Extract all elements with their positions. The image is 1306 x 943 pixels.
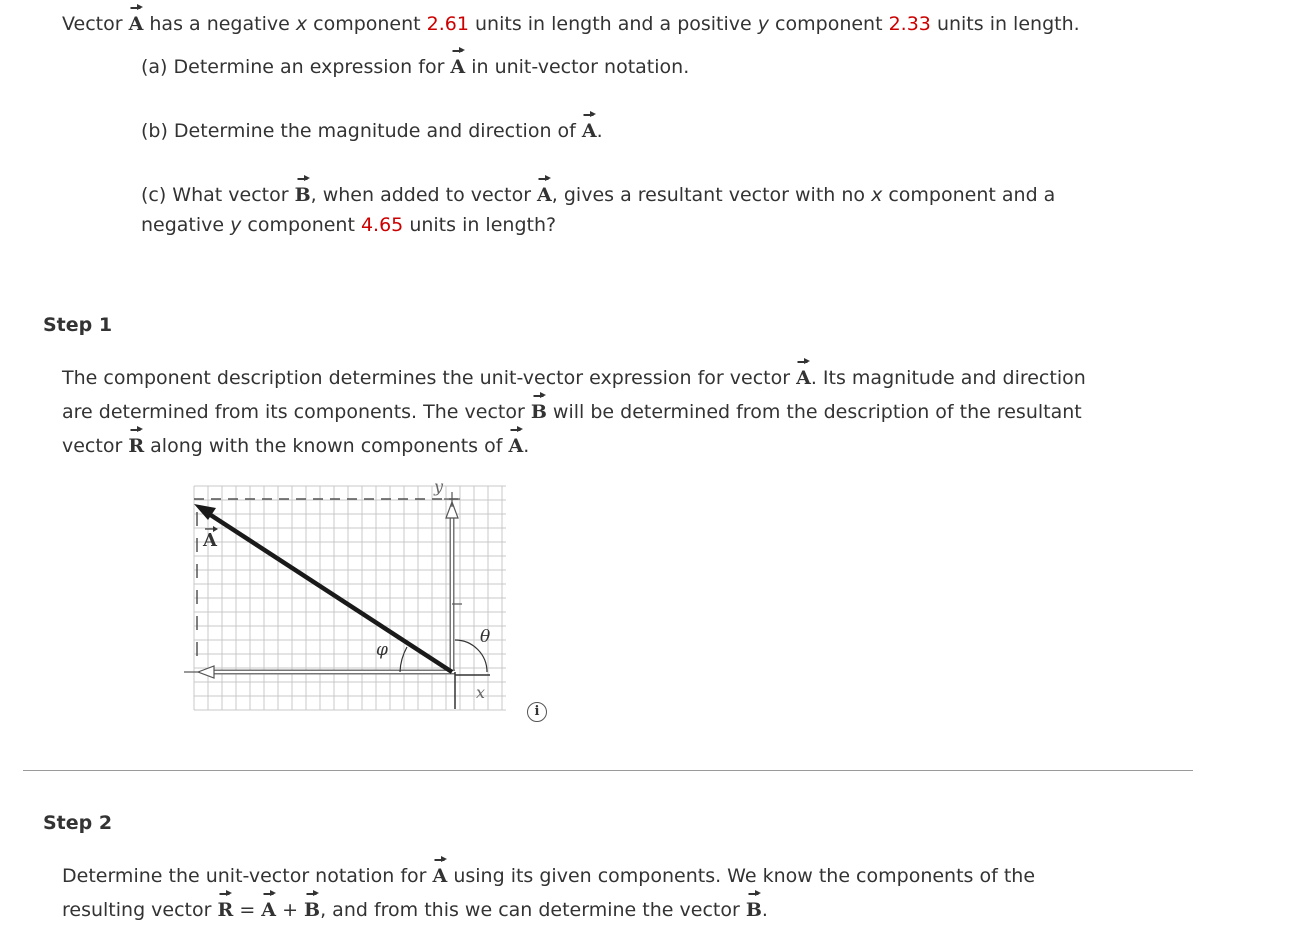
label-a: A: [203, 530, 217, 551]
part-c-line2: negative y component 4.65 units in length?: [141, 214, 557, 236]
label-theta: θ: [480, 627, 491, 647]
grid: [194, 486, 506, 710]
vector-a-symbol: A: [128, 13, 144, 35]
step-1-text-line2: are determined from its components. The vector B will be determined from the description of the resultant: [62, 401, 1082, 423]
x-component-value: 2.61: [426, 13, 469, 35]
step-2-text-line1: Determine the unit-vector notation for A using its given components. We know the components of the: [62, 865, 1036, 887]
part-b: (b) Determine the magnitude and direction of A.: [141, 120, 603, 142]
step-1-heading: Step 1: [43, 314, 113, 336]
step-1-text-line1: The component description determines the unit-vector expression for vector A. Its magnitude and direction: [62, 367, 1086, 389]
label-x: x: [476, 683, 486, 702]
vector-diagram: [180, 472, 520, 717]
problem-intro: Vector A has a negative x component 2.61 units in length and a positive y component 2.33 units in length.: [62, 13, 1080, 35]
step-1-text-line3: vector R along with the known components of A.: [62, 435, 530, 457]
info-icon[interactable]: i: [527, 702, 547, 722]
part-c-line1: (c) What vector B, when added to vector A, gives a resultant vector with no x component and a: [141, 184, 1056, 206]
resultant-y-value: 4.65: [360, 214, 404, 236]
label-y: y: [434, 477, 444, 496]
y-component-value: 2.33: [888, 13, 931, 35]
label-phi: φ: [376, 640, 388, 660]
step-2-text-line2: resulting vector R = A + B, and from this we can determine the vector B.: [62, 899, 768, 921]
vector-a-arrow: [206, 512, 452, 672]
divider: [23, 770, 1193, 771]
step-2-heading: Step 2: [43, 812, 113, 834]
part-a: (a) Determine an expression for A in unit-vector notation.: [141, 56, 690, 78]
